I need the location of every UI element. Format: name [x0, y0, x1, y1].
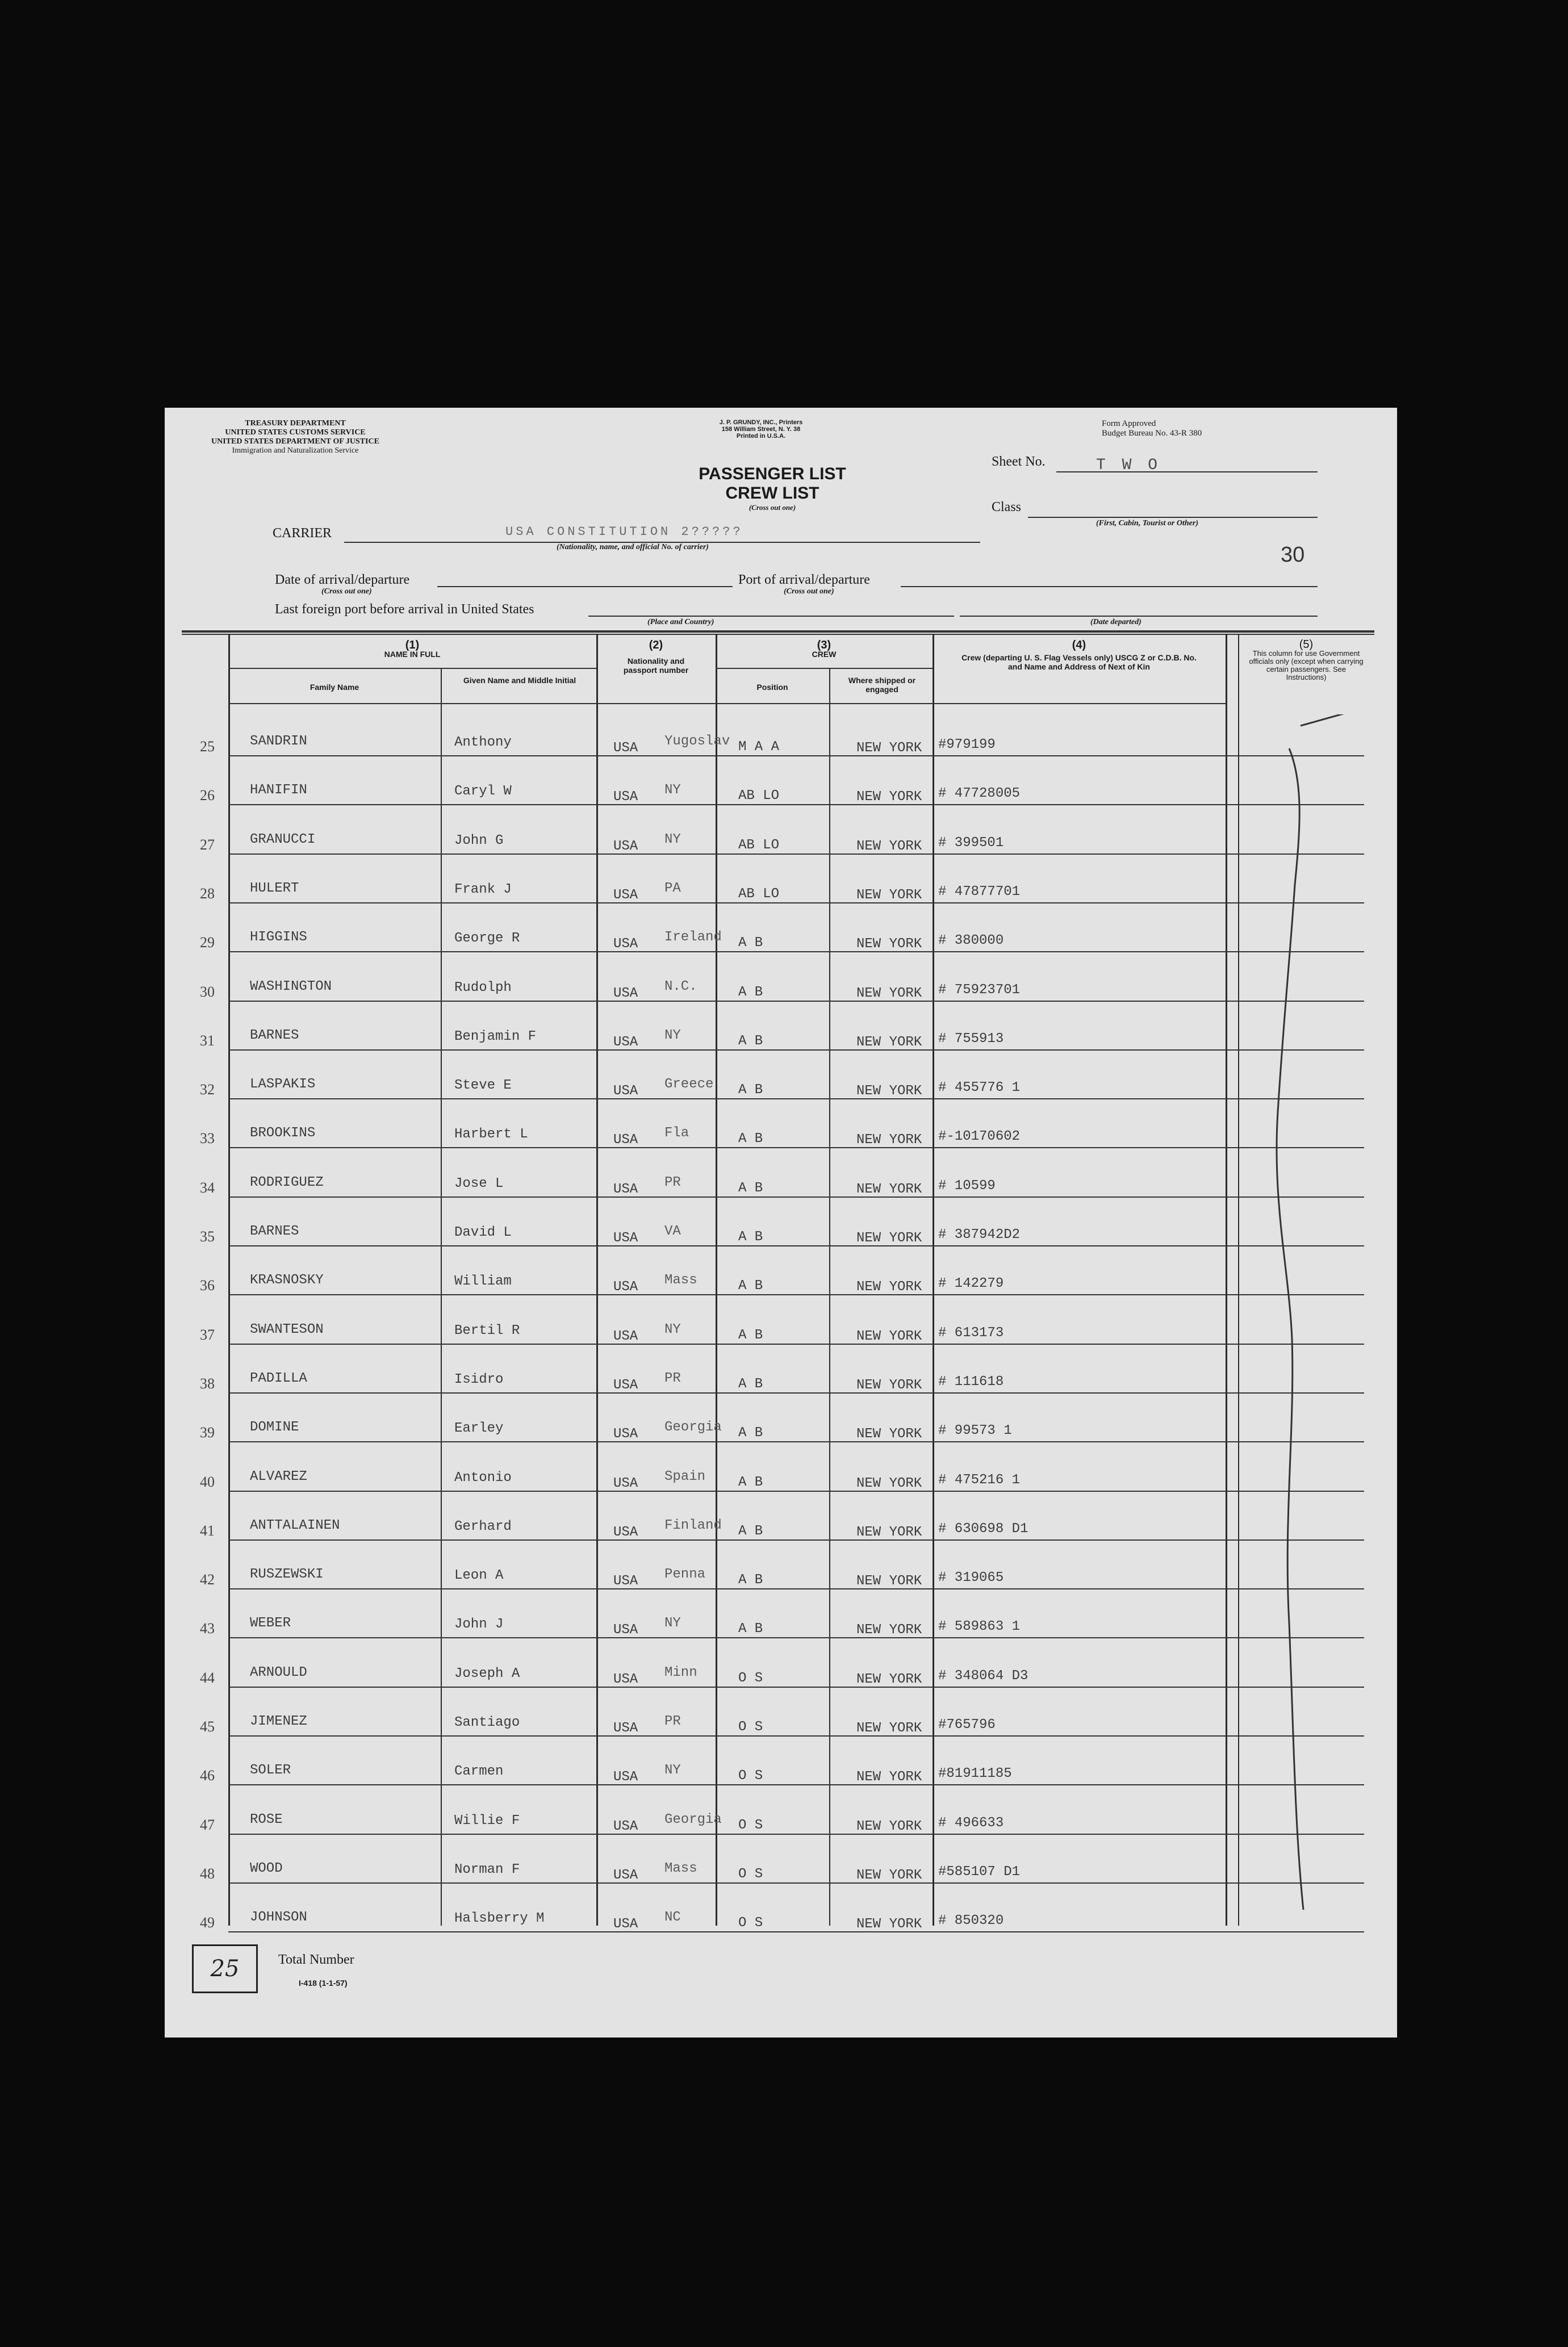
row-rule [228, 854, 1364, 855]
nationality: USA [613, 1279, 638, 1295]
crew-position: A B [738, 1475, 763, 1490]
row-number: 37 [200, 1327, 215, 1343]
nationality: USA [613, 1622, 638, 1638]
nationality: USA [613, 1476, 638, 1491]
uscg-z-number: #585107 D1 [938, 1864, 1021, 1880]
row-rule [228, 804, 1364, 805]
nationality-detail: Fla [664, 1126, 689, 1141]
given-name: Carmen [454, 1764, 504, 1779]
row-rule [228, 755, 1364, 756]
nationality: USA [613, 1769, 638, 1785]
row-rule [228, 1294, 1364, 1295]
nationality-detail: PR [664, 1175, 681, 1190]
crew-list-form [165, 408, 1397, 2038]
row-number: 38 [200, 1375, 215, 1392]
given-name: Santiago [454, 1715, 520, 1730]
crew-position: A B [738, 1524, 763, 1539]
crew-position: O S [738, 1915, 763, 1931]
date-note: (Cross out one) [321, 587, 372, 596]
uscg-z-number: #979199 [938, 737, 996, 752]
family-name: ARNOULD [250, 1665, 307, 1680]
where-shipped: NEW YORK [856, 789, 922, 805]
nationality: USA [613, 1329, 638, 1344]
uscg-z-number: # 75923701 [938, 982, 1021, 998]
crew-position: A B [738, 1278, 763, 1294]
nationality: USA [613, 1426, 638, 1442]
row-number: 35 [200, 1228, 215, 1245]
crew-position: AB LO [738, 788, 780, 804]
nationality-detail: PR [664, 1371, 681, 1386]
row-rule [228, 1735, 1364, 1737]
carrier-note: (Nationality, name, and official No. of carrier) [557, 543, 709, 551]
nationality: USA [613, 1672, 638, 1687]
agency-line: TREASURY DEPARTMENT [245, 419, 346, 428]
family-name: BROOKINS [250, 1126, 316, 1141]
form-id: I-418 (1-1-57) [299, 1978, 348, 1988]
total-box [192, 1944, 258, 1993]
family-name: KRASNOSKY [250, 1273, 324, 1288]
crew-position: AB LO [738, 838, 780, 853]
nationality-detail: Mass [664, 1861, 697, 1876]
row-number: 49 [200, 1914, 215, 1931]
uscg-z-number: # 348064 D3 [938, 1668, 1028, 1684]
row-number: 41 [200, 1522, 215, 1539]
agency-line: UNITED STATES DEPARTMENT OF JUSTICE [211, 437, 379, 446]
nationality: USA [613, 789, 638, 805]
uscg-z-number: # 380000 [938, 933, 1004, 948]
family-name: GRANUCCI [250, 832, 316, 847]
nationality: USA [613, 986, 638, 1001]
where-shipped: NEW YORK [856, 888, 922, 903]
row-number: 43 [200, 1620, 215, 1637]
uscg-z-number: # 387942D2 [938, 1227, 1021, 1242]
col3-where-header: Where shipped or engaged [848, 676, 916, 694]
row-rule [228, 1588, 1364, 1589]
nationality-detail: NY [664, 1322, 681, 1337]
title-passenger: PASSENGER LIST [699, 465, 846, 483]
row-number: 25 [200, 738, 215, 755]
where-shipped: NEW YORK [856, 1035, 922, 1050]
given-name: Bertil R [454, 1323, 520, 1338]
given-name: William [454, 1274, 512, 1289]
col4-title: Crew (departing U. S. Flag Vessels only) USCG Z or C.D.B. No. and Name and Address of Next of Kin [961, 653, 1197, 671]
col4-num: (4) [1072, 639, 1086, 651]
given-name: Caryl W [454, 784, 512, 799]
nationality-detail: Penna [664, 1567, 706, 1582]
uscg-z-number: # 47728005 [938, 786, 1021, 801]
col1-title: NAME IN FULL [384, 650, 441, 659]
given-name: Isidro [454, 1372, 504, 1387]
family-name: DOMINE [250, 1420, 299, 1435]
crew-position: A B [738, 1377, 763, 1392]
given-name: Frank J [454, 882, 512, 897]
row-number: 32 [200, 1081, 215, 1098]
agency-line: Immigration and Naturalization Service [232, 446, 359, 455]
row-rule [228, 1687, 1364, 1688]
nationality-detail: NC [664, 1910, 681, 1925]
crew-position: O S [738, 1818, 763, 1833]
crew-position: A B [738, 1034, 763, 1049]
nationality: USA [613, 1819, 638, 1834]
uscg-z-number: # 475216 1 [938, 1472, 1021, 1488]
printer-line: J. P. GRUNDY, INC., Printers [719, 419, 803, 426]
col2-num: (2) [649, 639, 663, 651]
row-rule [228, 902, 1364, 903]
family-name: ALVAREZ [250, 1469, 307, 1484]
given-name: Gerhard [454, 1519, 512, 1534]
family-name: HULERT [250, 881, 299, 896]
given-name: Steve E [454, 1078, 512, 1093]
nationality: USA [613, 888, 638, 903]
uscg-z-number: # 399501 [938, 835, 1004, 851]
given-name: Halsberry M [454, 1911, 545, 1926]
nationality: USA [613, 1231, 638, 1246]
family-name: SANDRIN [250, 734, 307, 749]
where-shipped: NEW YORK [856, 1329, 922, 1344]
nationality-detail: NY [664, 1763, 681, 1778]
col1-header [228, 641, 596, 659]
family-name: ANTTALAINEN [250, 1518, 340, 1533]
title-crew: CREW LIST [725, 484, 819, 503]
given-name: Earley [454, 1421, 504, 1436]
nationality: USA [613, 1182, 638, 1197]
nationality: USA [613, 1525, 638, 1540]
col3-header [716, 641, 933, 659]
uscg-z-number: # 455776 1 [938, 1080, 1021, 1095]
nationality: USA [613, 1574, 638, 1589]
nationality: USA [613, 1917, 638, 1932]
row-rule [228, 1245, 1364, 1246]
where-shipped: NEW YORK [856, 986, 922, 1001]
col3-num: (3) [817, 639, 831, 651]
uscg-z-number: # 319065 [938, 1570, 1004, 1585]
where-shipped: NEW YORK [856, 1868, 922, 1883]
where-shipped: NEW YORK [856, 1622, 922, 1638]
nationality: USA [613, 1868, 638, 1883]
row-rule [228, 1001, 1364, 1002]
family-name: BARNES [250, 1224, 299, 1239]
uscg-z-number: # 589863 1 [938, 1619, 1021, 1634]
row-number: 28 [200, 885, 215, 902]
family-name: WASHINGTON [250, 979, 332, 994]
row-number: 46 [200, 1767, 215, 1784]
crew-position: O S [738, 1867, 763, 1882]
given-name: Anthony [454, 735, 512, 750]
row-number: 33 [200, 1130, 215, 1147]
class-label: Class [992, 500, 1022, 514]
row-number: 31 [200, 1032, 215, 1049]
crew-position: A B [738, 1621, 763, 1637]
where-shipped: NEW YORK [856, 1426, 922, 1442]
crew-position: AB LO [738, 886, 780, 902]
family-name: WEBER [250, 1616, 291, 1631]
row-number: 45 [200, 1718, 215, 1735]
crew-position: A B [738, 1572, 763, 1588]
row-number: 39 [200, 1424, 215, 1441]
uscg-z-number: # 755913 [938, 1031, 1004, 1047]
crew-position: O S [738, 1671, 763, 1686]
row-number: 36 [200, 1277, 215, 1294]
family-name: PADILLA [250, 1371, 307, 1386]
sheet-value: T W O [1096, 457, 1161, 474]
crew-position: A B [738, 985, 763, 1000]
place-note: (Place and Country) [647, 618, 714, 626]
nationality-detail: NY [664, 1028, 681, 1043]
nationality-detail: VA [664, 1224, 681, 1239]
row-rule [228, 1049, 1364, 1051]
uscg-z-number: #765796 [938, 1717, 996, 1733]
where-shipped: NEW YORK [856, 1279, 922, 1295]
nationality-detail: Finland [664, 1518, 722, 1533]
row-rule [228, 1441, 1364, 1442]
where-shipped: NEW YORK [856, 1574, 922, 1589]
cross-out-note: (Cross out one) [749, 503, 796, 512]
nationality-detail: PA [664, 881, 681, 896]
nationality-detail: Georgia [664, 1812, 722, 1827]
col5-title: This column for use Government officials only (except when carrying certain passengers. See Instructions) [1249, 649, 1364, 681]
page-number: 30 [1281, 543, 1305, 567]
printer-line: 158 William Street, N. Y. 38 [721, 426, 801, 433]
family-name: HANIFIN [250, 783, 307, 798]
family-name: HIGGINS [250, 930, 307, 945]
given-name: George R [454, 931, 520, 946]
family-name: BARNES [250, 1028, 299, 1043]
nationality: USA [613, 1083, 638, 1099]
approval-line: Form Approved [1102, 419, 1156, 428]
nationality-detail: Yugoslav [664, 734, 730, 749]
uscg-z-number: #-10170602 [938, 1129, 1021, 1144]
family-name: WOOD [250, 1861, 283, 1876]
given-name: Jose L [454, 1176, 504, 1191]
given-name: John J [454, 1617, 504, 1632]
nationality-detail: Minn [664, 1665, 697, 1680]
uscg-z-number: # 613173 [938, 1325, 1004, 1341]
total-label: Total Number [278, 1952, 354, 1967]
row-number: 27 [200, 836, 215, 853]
crew-position: A B [738, 1082, 763, 1098]
row-rule [228, 1539, 1364, 1541]
where-shipped: NEW YORK [856, 1917, 922, 1932]
nationality: USA [613, 936, 638, 952]
crew-position: A B [738, 1229, 763, 1245]
row-number: 30 [200, 984, 215, 1000]
row-rule [228, 1344, 1364, 1345]
col5-header [1241, 638, 1372, 681]
uscg-z-number: # 99573 1 [938, 1423, 1012, 1438]
row-rule [228, 1637, 1364, 1638]
nationality-detail: NY [664, 1616, 681, 1631]
nationality-detail: N.C. [664, 979, 697, 994]
given-name: Harbert L [454, 1127, 528, 1142]
row-rule [228, 951, 1364, 952]
family-name: SOLER [250, 1763, 291, 1778]
uscg-z-number: # 47877701 [938, 884, 1021, 900]
row-rule [228, 1491, 1364, 1492]
crew-position: O S [738, 1720, 763, 1735]
uscg-z-number: # 496633 [938, 1815, 1004, 1831]
port-note: (Cross out one) [784, 587, 834, 596]
crew-position: A B [738, 1131, 763, 1147]
col5-num: (5) [1299, 638, 1314, 651]
row-rule [228, 1784, 1364, 1785]
family-name: ROSE [250, 1812, 283, 1827]
given-name: Norman F [454, 1862, 520, 1877]
crew-position: O S [738, 1768, 763, 1784]
family-name: JIMENEZ [250, 1714, 307, 1729]
row-number: 47 [200, 1817, 215, 1833]
uscg-z-number: # 111618 [938, 1374, 1004, 1390]
row-rule [228, 1882, 1364, 1884]
nationality: USA [613, 1132, 638, 1148]
where-shipped: NEW YORK [856, 1721, 922, 1736]
printer-block [676, 419, 846, 440]
col2-header [596, 641, 716, 675]
nationality-detail: Greece [664, 1077, 714, 1092]
col4-header [937, 641, 1221, 671]
col3-position-header: Position [756, 683, 788, 692]
where-shipped: NEW YORK [856, 1083, 922, 1099]
where-shipped: NEW YORK [856, 1231, 922, 1246]
given-name: David L [454, 1225, 512, 1240]
row-rule [228, 1392, 1364, 1394]
where-shipped: NEW YORK [856, 1378, 922, 1393]
nationality: USA [613, 1378, 638, 1393]
col1-family-header: Family Name [310, 683, 359, 692]
row-number: 34 [200, 1179, 215, 1196]
col1-num: (1) [405, 639, 420, 651]
port-label: Port of arrival/departure [738, 572, 870, 587]
row-number: 48 [200, 1865, 215, 1882]
family-name: JOHNSON [250, 1910, 307, 1925]
where-shipped: NEW YORK [856, 1476, 922, 1491]
row-rule [228, 1147, 1364, 1148]
row-rule [228, 1834, 1364, 1835]
class-note: (First, Cabin, Tourist or Other) [1096, 519, 1198, 528]
given-name: Leon A [454, 1568, 504, 1583]
nationality-detail: NY [664, 783, 681, 798]
given-name: Benjamin F [454, 1029, 537, 1044]
form-title [664, 465, 880, 512]
carrier-value: USA CONSTITUTION 2????? [505, 525, 743, 539]
where-shipped: NEW YORK [856, 1132, 922, 1148]
col1-given-header: Given Name and Middle Initial [463, 676, 576, 685]
where-shipped: NEW YORK [856, 1769, 922, 1785]
given-name: Rudolph [454, 980, 512, 995]
where-shipped: NEW YORK [856, 1672, 922, 1687]
crew-position: A B [738, 1328, 763, 1343]
row-number: 29 [200, 934, 215, 951]
printer-line: Printed in U.S.A. [736, 433, 786, 440]
row-rule [228, 1931, 1364, 1932]
last-port-label: Last foreign port before arrival in United States [275, 602, 534, 617]
row-rule [228, 1098, 1364, 1099]
nationality-detail: Georgia [664, 1420, 722, 1435]
crew-position: A B [738, 1425, 763, 1441]
given-name: Willie F [454, 1813, 520, 1829]
nationality-detail: Spain [664, 1469, 706, 1484]
nationality-detail: PR [664, 1714, 681, 1729]
given-name: John G [454, 833, 504, 848]
carrier-label: CARRIER [273, 526, 332, 541]
nationality: USA [613, 1721, 638, 1736]
given-name: Antonio [454, 1470, 512, 1486]
crew-position: A B [738, 1181, 763, 1196]
crew-position: M A A [738, 739, 780, 755]
family-name: RUSZEWSKI [250, 1567, 324, 1582]
where-shipped: NEW YORK [856, 1819, 922, 1834]
row-number: 26 [200, 787, 215, 804]
where-shipped: NEW YORK [856, 1525, 922, 1540]
agency-line: UNITED STATES CUSTOMS SERVICE [225, 428, 366, 437]
date-departed-note: (Date departed) [1090, 618, 1141, 626]
uscg-z-number: # 630698 D1 [938, 1521, 1028, 1537]
row-number: 40 [200, 1474, 215, 1490]
crew-position: A B [738, 935, 763, 951]
sheet-label: Sheet No. [992, 454, 1046, 469]
approval-line: Budget Bureau No. 43-R 380 [1102, 429, 1202, 438]
where-shipped: NEW YORK [856, 741, 922, 756]
col2-title: Nationality and passport number [623, 656, 689, 675]
official-check-mark [1238, 714, 1369, 1918]
nationality-detail: NY [664, 832, 681, 847]
uscg-z-number: # 142279 [938, 1276, 1004, 1291]
nationality: USA [613, 839, 638, 854]
nationality: USA [613, 1035, 638, 1050]
family-name: SWANTESON [250, 1322, 324, 1337]
nationality-detail: Mass [664, 1273, 697, 1288]
where-shipped: NEW YORK [856, 839, 922, 854]
total-box-value: 25 [210, 1956, 240, 1982]
uscg-z-number: # 10599 [938, 1178, 996, 1194]
nationality-detail: Ireland [664, 930, 722, 945]
uscg-z-number: # 850320 [938, 1913, 1004, 1928]
family-name: LASPAKIS [250, 1077, 316, 1092]
uscg-z-number: #81911185 [938, 1766, 1012, 1781]
row-number: 42 [200, 1571, 215, 1588]
family-name: RODRIGUEZ [250, 1175, 324, 1190]
row-rule [228, 1196, 1364, 1198]
row-number: 44 [200, 1670, 215, 1686]
nationality: USA [613, 741, 638, 756]
approval-block [1102, 419, 1329, 438]
where-shipped: NEW YORK [856, 936, 922, 952]
date-label: Date of arrival/departure [275, 572, 410, 587]
col3-title: CREW [812, 650, 837, 659]
given-name: Joseph A [454, 1666, 520, 1681]
where-shipped: NEW YORK [856, 1182, 922, 1197]
agency-block [182, 419, 409, 455]
